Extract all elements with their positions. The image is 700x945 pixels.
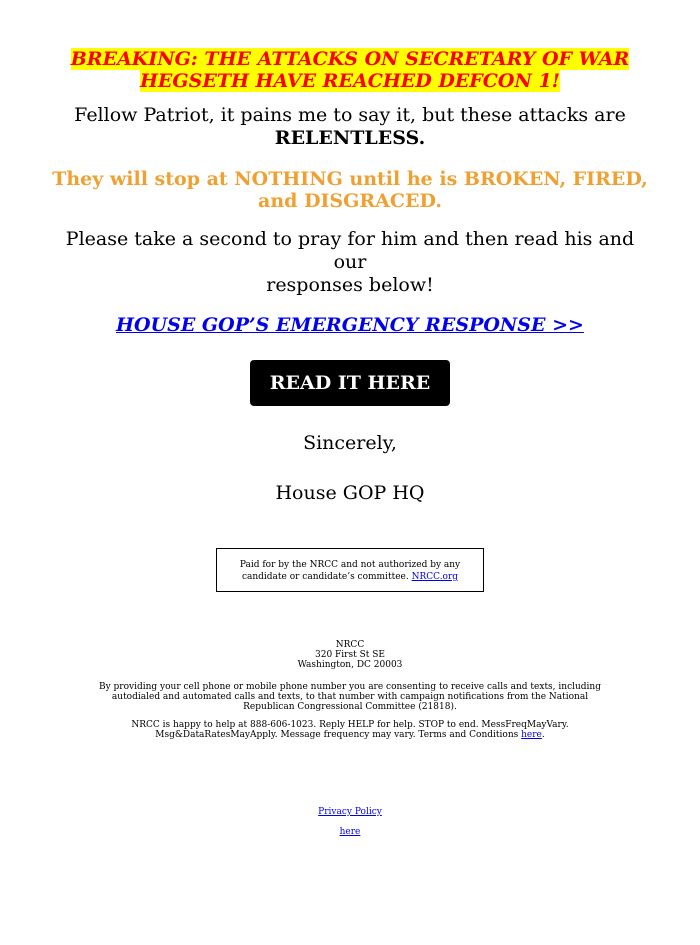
consent-line-3: Republican Congressional Committee (21818). xyxy=(243,702,457,712)
help-text xyxy=(50,720,650,740)
unsubscribe-here-link[interactable]: here xyxy=(339,827,361,837)
email-body xyxy=(50,48,650,837)
signoff: Sincerely, xyxy=(303,432,397,454)
address-street: 320 First St SE xyxy=(315,650,385,660)
emergency-response-link[interactable]: HOUSE GOP’S EMERGENCY RESPONSE >> xyxy=(116,314,584,336)
consent-line-1: By providing your cell phone or mobile phone number you are consenting to receive calls and texts, including xyxy=(98,682,601,692)
prayer-line-2: responses below! xyxy=(266,274,434,296)
breaking-headline xyxy=(50,48,650,92)
privacy-policy-link[interactable]: Privacy Policy xyxy=(318,807,382,817)
prayer-line-1: Please take a second to pray for him and then read his and our xyxy=(65,228,635,273)
paid-for-line-1: Paid for by the NRCC and not authorized by any xyxy=(239,560,461,570)
warning-line-1: They will stop at NOTHING until he is BROKEN, FIRED, xyxy=(52,168,648,190)
prayer-paragraph xyxy=(50,228,650,297)
emergency-response-link-container xyxy=(50,314,650,336)
warning-line-2: and DISGRACED. xyxy=(258,190,442,212)
footer-links xyxy=(50,807,650,837)
headline-line-1: BREAKING: THE ATTACKS ON SECRETARY OF WAR xyxy=(70,48,630,70)
intro-text: Fellow Patriot, it pains me to say it, but these attacks are xyxy=(74,104,626,126)
help-line-1: NRCC is happy to help at 888-606-1023. Reply HELP for help. STOP to end. MessFreqMayVary. xyxy=(131,720,569,730)
help-line-2: Msg&DataRatesMayApply. Message frequency may vary. Terms and Conditions xyxy=(155,730,519,740)
address-city: Washington, DC 20003 xyxy=(297,660,403,670)
mailing-address xyxy=(50,640,650,670)
intro-paragraph xyxy=(50,104,650,150)
read-it-here-button[interactable]: READ IT HERE xyxy=(250,360,450,406)
address-org: NRCC xyxy=(335,640,365,650)
warning-paragraph xyxy=(50,168,650,212)
paid-for-line-2: candidate or candidate’s committee. xyxy=(241,572,409,582)
signature: House GOP HQ xyxy=(275,482,425,504)
nrcc-org-link[interactable]: NRCC.org xyxy=(411,572,459,582)
consent-line-2: autodialed and automated calls and texts, to that number with campaign notifications from the National xyxy=(111,692,589,702)
help-line-2-end: . xyxy=(541,730,545,740)
intro-bold: RELENTLESS. xyxy=(274,127,426,149)
terms-link[interactable]: here xyxy=(521,730,542,740)
headline-line-2: HEGSETH HAVE REACHED DEFCON 1! xyxy=(139,70,561,92)
sms-consent-text xyxy=(50,682,650,712)
paid-for-disclaimer xyxy=(216,548,484,592)
